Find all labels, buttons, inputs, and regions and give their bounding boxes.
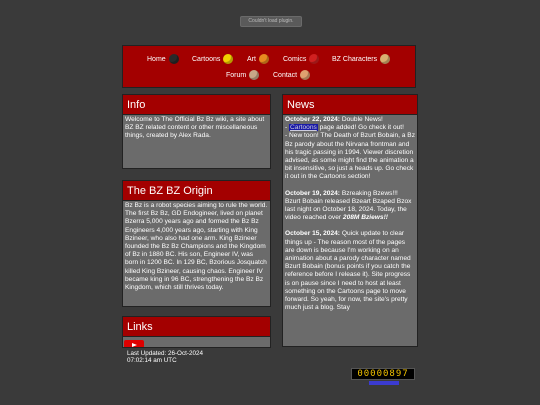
news-text: -	[285, 124, 290, 132]
character-face-icon	[300, 70, 310, 80]
news-text: - New toon! The Death of Bzurt Bobain, a Bz Bz parody about the Nirvana frontman and his tragic passing in 1994. Viewer discretion advised, as some might find the animation a bit insensitive, so just a heads up. Go check it out in the Cartoons section!	[285, 132, 415, 181]
plugin-error-message: Couldn't load plugin.	[240, 16, 302, 27]
nav-bz-characters[interactable]	[332, 54, 390, 64]
news-title: News	[283, 95, 417, 115]
character-face-icon	[309, 54, 319, 64]
character-face-icon	[249, 70, 259, 80]
news-date: October 19, 2024:	[285, 189, 340, 197]
origin-text: Bz Bz is a robot species aiming to rule the world. The first Bz Bz, GD Endogineer, lived on planet Bzerra 5,000 years ago and formed the Bz Bz Engineers 4,000 years ago, starting with King Bzineer, who also had one arm. King Bzineer founded the Bz Bz Champions and the Kingdom of Bz in 1880 BC. His son, Engineer IV, was born in 1200 BC. In 129 BC, Bzorious Josquatch killed King Bzineer, causing chaos. Engineer IV became king in 96 BC, strengthening the Bz Bz Kingdom, which still thrives today.	[125, 202, 268, 292]
nav-contact[interactable]	[273, 70, 310, 80]
counter-link[interactable]	[369, 381, 399, 385]
nav-comics-label: Comics	[283, 55, 307, 63]
news-text: page added! Go check it out!	[317, 124, 404, 132]
info-text: Welcome to The Official Bz Bz wiki, a site about BZ BZ related content or other miscellaneous things, created by Alex Rada.	[125, 116, 265, 140]
nav-bz-characters-label: BZ Characters	[332, 55, 378, 63]
last-updated	[127, 350, 203, 364]
origin-title: The BZ BZ Origin	[123, 181, 270, 201]
origin-panel	[122, 180, 271, 307]
nav-art[interactable]	[247, 54, 269, 64]
news-emphasis: 208M Bziews!!	[342, 214, 388, 222]
last-updated-date: Last Updated: 26-Oct-2024	[127, 350, 203, 357]
news-date: October 22, 2024:	[285, 116, 340, 123]
nav-forum-label: Forum	[226, 71, 247, 79]
links-title: Links	[123, 317, 270, 337]
last-updated-time: 07:02:14 am UTC	[127, 357, 177, 364]
nav-forum[interactable]	[226, 70, 259, 80]
news-entry	[285, 230, 415, 312]
character-face-icon	[259, 54, 269, 64]
nav-cartoons-label: Cartoons	[192, 55, 221, 63]
nav-comics[interactable]	[283, 54, 319, 64]
info-panel	[122, 94, 271, 169]
info-title: Info	[123, 95, 270, 115]
news-entry	[285, 190, 415, 223]
nav-cartoons[interactable]	[192, 54, 233, 64]
character-face-icon	[169, 54, 179, 64]
character-face-icon	[380, 54, 390, 64]
links-panel	[122, 316, 271, 348]
news-text: Quick update to clear things up - The reason most of the pages are down is because I'm working on an animation about a parody character named Bzurt Bobain (bonus points if you catch the reference before I release it). Site progress is on pause since I need to host at least something on the Cartoons page to move forward. So yeah, for now, the site's pretty much just a blog. Stay	[285, 230, 411, 312]
nav-art-label: Art	[247, 55, 256, 63]
news-panel	[282, 94, 418, 347]
youtube-icon[interactable]	[124, 340, 144, 348]
news-date: October 15, 2024:	[285, 230, 340, 238]
nav-home[interactable]	[147, 54, 179, 64]
character-face-icon	[223, 54, 233, 64]
nav-home-label: Home	[147, 55, 166, 63]
main-navigation	[122, 45, 416, 88]
hit-counter: 00000897	[351, 368, 415, 380]
news-body	[283, 115, 417, 321]
news-text: Double News!	[339, 116, 383, 123]
news-text: Bzreaking Bzews!!! Bzurt Bobain released Bzeart Bzaped Bzox last night on October 18, 2024. Today, the video reached over	[285, 189, 412, 222]
news-entry	[285, 116, 415, 182]
cartoons-link[interactable]: Cartoons	[290, 124, 317, 132]
nav-contact-label: Contact	[273, 71, 298, 79]
